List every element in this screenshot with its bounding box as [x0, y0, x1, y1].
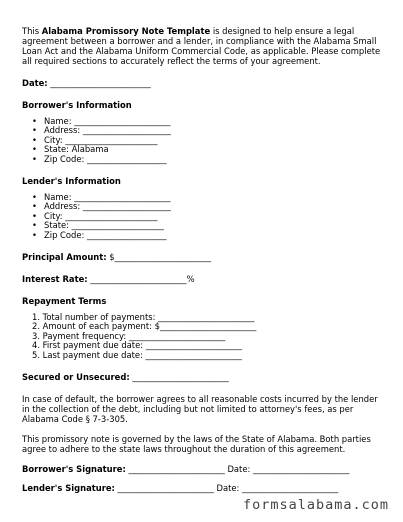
repayment-section	[22, 296, 384, 360]
borrower-signature-row	[22, 464, 384, 474]
borrower-state: • State: Alabama	[32, 145, 384, 154]
repayment-frequency: 3. Payment frequency: _______________________	[32, 330, 226, 341]
borrower-name: • Name: _______________________	[32, 117, 384, 126]
lender-section	[22, 176, 384, 240]
lender-list	[22, 193, 384, 240]
secured-row	[22, 372, 384, 382]
date-field: ________________________	[47, 78, 151, 88]
lender-signature-label: Lender's Signature:	[22, 483, 115, 494]
secured-field: _______________________	[129, 372, 229, 383]
repayment-list	[22, 313, 384, 360]
intro-title: Alabama Promissory Note Template	[41, 26, 211, 36]
repayment-heading: Repayment Terms	[22, 296, 107, 307]
repayment-first-date: 4. First payment due date: _______________________	[32, 340, 243, 351]
date-row	[22, 78, 384, 88]
secured-label: Secured or Unsecured:	[22, 372, 130, 383]
borrower-heading: Borrower's Information	[22, 100, 132, 110]
default-paragraph: In case of default, the borrower agrees to all reasonable costs incurred by the lender in the collection of the debt, including but not limited to attorney's fees, as per Alabama Code § 7-3-305.	[22, 394, 378, 425]
lender-heading: Lender's Information	[22, 176, 121, 187]
site-watermark: formsalabama.com	[242, 497, 389, 513]
intro-post: is designed to help ensure a legal agreement between a borrower and a lender, in compliance with the Alabama Small Loan Act and the Alabama Uniform Commercial Code, as applicable. Please complete all required sections to accurately reflect the terms of your agreement.	[22, 26, 381, 66]
borrower-list	[22, 117, 384, 164]
lender-state: • State: ______________________	[32, 221, 384, 230]
repayment-total-payments: 1. Total number of payments: _______________________	[32, 312, 255, 323]
principal-row	[22, 252, 384, 262]
interest-label: Interest Rate:	[22, 274, 88, 285]
borrower-city: • City: ______________________	[32, 136, 384, 145]
repayment-amount: 2. Amount of each payment: $_______________________	[32, 321, 257, 332]
interest-row	[22, 274, 384, 284]
repayment-last-date: 5. Last payment due date: _______________________	[32, 349, 242, 360]
governing-law-paragraph: This promissory note is governed by the laws of the State of Alabama. Both parties agree to adhere to the state laws throughout the duration of this agreement.	[22, 434, 371, 455]
date-label: Date:	[22, 78, 48, 88]
borrower-address: • Address: _____________________	[32, 126, 384, 135]
intro-pre: This	[22, 26, 42, 36]
lender-address: • Address: _____________________	[32, 202, 384, 211]
principal-field: $_______________________	[106, 252, 211, 263]
interest-field: _______________________%	[87, 274, 195, 285]
lender-signature-row	[22, 483, 384, 493]
lender-zip: • Zip Code: ___________________	[32, 231, 384, 240]
borrower-zip: • Zip Code: ___________________	[32, 155, 384, 164]
borrower-signature-label: Borrower's Signature:	[22, 464, 126, 475]
lender-city: • City: ______________________	[32, 212, 384, 221]
document-body	[22, 26, 384, 493]
intro-paragraph	[22, 26, 384, 66]
lender-name: • Name: _______________________	[32, 193, 384, 202]
borrower-section	[22, 100, 384, 164]
principal-label: Principal Amount:	[22, 252, 107, 263]
lender-signature-field: _______________________ Date: _______________________	[114, 483, 339, 494]
borrower-signature-field: _______________________ Date: _______________________	[125, 464, 350, 475]
